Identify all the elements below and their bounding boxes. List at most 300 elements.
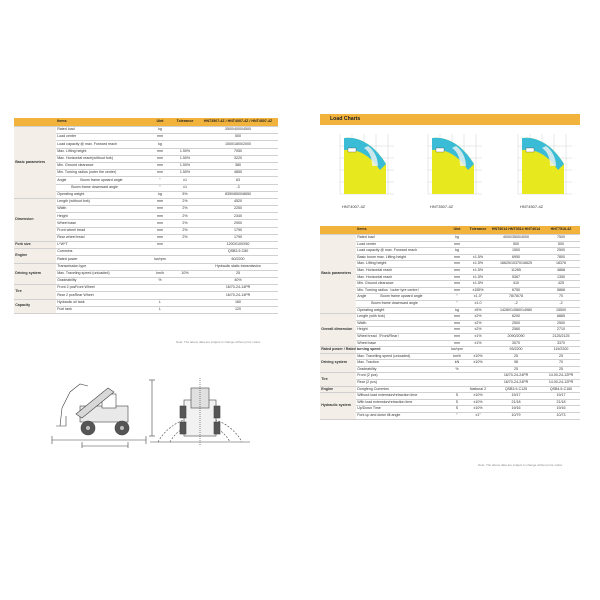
tolerance-cell bbox=[172, 263, 198, 270]
unit-cell: kw/rpm bbox=[448, 347, 466, 354]
value-cell: 3070 bbox=[490, 340, 542, 347]
value-cell: 40% bbox=[198, 277, 278, 284]
load-chart-3-label: HNT4507-4Z bbox=[520, 204, 544, 209]
table-row bbox=[320, 340, 580, 347]
value-cell: -2 bbox=[542, 300, 580, 307]
value-cell: 8350/8500/8650 bbox=[198, 191, 278, 198]
table-row bbox=[320, 347, 580, 354]
header-blank bbox=[320, 226, 356, 235]
right-page bbox=[306, 108, 594, 500]
table-row bbox=[320, 366, 580, 373]
item-sub-label: Boom frame downward angle bbox=[71, 184, 118, 189]
value-cell: 14.00-24-12PR bbox=[542, 380, 580, 387]
unit-cell: kg bbox=[448, 248, 466, 255]
item-label: Fork up and down tilt angle bbox=[356, 413, 448, 420]
unit-cell: mm bbox=[148, 227, 172, 234]
section-label: Engine bbox=[14, 249, 56, 263]
unit-cell bbox=[148, 292, 172, 299]
value-cell: 14.00-24-12PR bbox=[542, 373, 580, 380]
header-tolerance: Tolerance bbox=[466, 226, 490, 235]
table-row bbox=[320, 241, 580, 248]
unit-cell: mm bbox=[148, 213, 172, 220]
value-cell: 2250 bbox=[198, 206, 278, 213]
item-group-label: Angle bbox=[357, 294, 367, 299]
unit-cell bbox=[448, 373, 466, 380]
value-cell: 2500 bbox=[542, 248, 580, 255]
item-label bbox=[356, 300, 448, 307]
tolerance-cell: ±1° bbox=[466, 413, 490, 420]
item-label: Fuel tank bbox=[56, 306, 148, 313]
value-cell: 3220 bbox=[198, 155, 278, 162]
tolerance-cell: ±1 bbox=[172, 177, 198, 184]
value-cell: QSB4.5-C160 bbox=[542, 386, 580, 393]
value-cell: 2090/2090 bbox=[490, 333, 542, 340]
table-row bbox=[14, 198, 278, 205]
unit-cell: ° bbox=[148, 184, 172, 191]
table-row bbox=[14, 249, 278, 256]
section-label: Tire bbox=[320, 373, 356, 386]
tolerance-cell: 1.50% bbox=[172, 162, 198, 169]
table-row bbox=[320, 248, 580, 255]
item-label: Width bbox=[356, 320, 448, 327]
unit-cell: kg bbox=[148, 191, 172, 198]
table-row bbox=[320, 327, 580, 334]
item-label: Max. Traveling speed (unloaded) bbox=[56, 270, 148, 277]
table-row bbox=[320, 413, 580, 420]
tolerance-cell: ±10% bbox=[466, 399, 490, 406]
table-row bbox=[320, 393, 580, 400]
item-label: Wheel tread（Front/Rear） bbox=[356, 333, 448, 340]
item-label: Max. Lifting height bbox=[56, 148, 148, 155]
table-row bbox=[320, 320, 580, 327]
value-cell: 70 bbox=[542, 294, 580, 301]
unit-cell: mm bbox=[148, 155, 172, 162]
tolerance-cell bbox=[172, 242, 198, 249]
tolerance-cell bbox=[466, 235, 490, 242]
unit-cell: L bbox=[148, 306, 172, 313]
telehandler-turning-drawing bbox=[144, 370, 256, 450]
unit-cell: mm bbox=[148, 134, 172, 141]
value-cell: 16625/10370/16625 bbox=[490, 261, 542, 268]
value-cell: 2340 bbox=[198, 213, 278, 220]
table-row bbox=[320, 235, 580, 242]
item-label: Rated load bbox=[356, 235, 448, 242]
item-label: Rear wheel tread bbox=[56, 234, 148, 241]
value-cell: 16/70-24-24PR bbox=[490, 373, 542, 380]
unit-cell bbox=[448, 380, 466, 387]
value-cell: 78/78/78 bbox=[490, 294, 542, 301]
unit-cell bbox=[148, 263, 172, 270]
value-cell: 11265 bbox=[490, 267, 542, 274]
table-row bbox=[14, 299, 278, 306]
table-row bbox=[320, 300, 580, 307]
value-cell: 2125/2125 bbox=[542, 333, 580, 340]
table-row bbox=[14, 242, 278, 249]
item-label: Length (with fork) bbox=[356, 314, 448, 321]
tolerance-cell: 1.50% bbox=[172, 148, 198, 155]
section-label: Engine bbox=[320, 386, 356, 393]
value-cell: 25 bbox=[542, 353, 580, 360]
item-label: Rated load bbox=[56, 127, 148, 134]
value-cell: 2710 bbox=[542, 327, 580, 334]
value-cell: 70 bbox=[542, 360, 580, 367]
right-note: Note: The above data are subject to change without prior notice bbox=[478, 463, 563, 467]
value-cell: 4868 bbox=[542, 267, 580, 274]
table-row bbox=[320, 287, 580, 294]
tolerance-cell: 2% bbox=[172, 198, 198, 205]
value-cell: 6885 bbox=[542, 314, 580, 321]
section-label: Hydraulic system bbox=[320, 393, 356, 419]
item-label: Load capacity @ max. Forward reach bbox=[356, 248, 448, 255]
load-chart-1 bbox=[334, 130, 398, 200]
tolerance-cell bbox=[466, 373, 490, 380]
unit-cell: % bbox=[148, 277, 172, 284]
unit-cell: kg bbox=[448, 235, 466, 242]
table-row bbox=[320, 294, 580, 301]
section-label: Tire bbox=[14, 285, 56, 299]
value-cell: 16/70-24-14PR bbox=[198, 285, 278, 292]
unit-cell: mm bbox=[148, 242, 172, 249]
item-label: Min. Ground clearance bbox=[56, 162, 148, 169]
table-row bbox=[320, 386, 580, 393]
tolerance-cell bbox=[172, 277, 198, 284]
value-cell: QSB3.9-C125 bbox=[490, 386, 542, 393]
item-label: Front 2 pcsFront Wheel bbox=[56, 285, 148, 292]
value-cell: 1500/1800/2000 bbox=[198, 141, 278, 148]
table-row bbox=[320, 314, 580, 321]
tolerance-cell: ±1% bbox=[466, 340, 490, 347]
value-cell: 10/79 bbox=[490, 413, 542, 420]
tolerance-cell: ±10% bbox=[466, 360, 490, 367]
item-label: Width bbox=[56, 206, 148, 213]
tolerance-cell: ±1.5% bbox=[466, 254, 490, 261]
header-model-b: HNT7518-4Z bbox=[542, 226, 580, 235]
value-cell: 25 bbox=[490, 366, 542, 373]
value-cell: 93/2200 bbox=[490, 347, 542, 354]
item-label: Max. Lifting height bbox=[356, 261, 448, 268]
table-row bbox=[320, 261, 580, 268]
item-label bbox=[56, 184, 148, 191]
table-row bbox=[320, 373, 580, 380]
value-cell: 18376 bbox=[542, 261, 580, 268]
tolerance-cell: ±1% bbox=[466, 333, 490, 340]
unit-cell: mm bbox=[448, 287, 466, 294]
unit-cell: km/h bbox=[448, 353, 466, 360]
unit-cell: mm bbox=[148, 220, 172, 227]
section-label: Basic parameters bbox=[320, 235, 356, 314]
unit-cell: mm bbox=[448, 320, 466, 327]
value-cell: QSB3.9-C80 bbox=[198, 249, 278, 256]
value-cell: 2500 bbox=[490, 320, 542, 327]
item-label: Front (2 pcs) bbox=[356, 373, 448, 380]
table-row bbox=[320, 353, 580, 360]
value-cell: 6750 bbox=[490, 287, 542, 294]
tolerance-cell: ±1.0° bbox=[466, 294, 490, 301]
value-cell: 3370 bbox=[542, 340, 580, 347]
tolerance-cell bbox=[466, 366, 490, 373]
item-label: Front wheel tread bbox=[56, 227, 148, 234]
unit-cell: mm bbox=[148, 162, 172, 169]
table-row bbox=[14, 263, 278, 270]
unit-cell: S bbox=[448, 393, 466, 400]
value-cell: 380 bbox=[198, 162, 278, 169]
unit-cell: mm bbox=[148, 170, 172, 177]
tolerance-cell: 2% bbox=[172, 220, 198, 227]
tolerance-cell: ±1.5% bbox=[466, 261, 490, 268]
header-items: Items bbox=[56, 118, 148, 127]
table-row bbox=[320, 267, 580, 274]
item-label: Basic boom max. Lifting height bbox=[356, 254, 448, 261]
tolerance-cell bbox=[172, 299, 198, 306]
tolerance-cell: ±1.5% bbox=[466, 281, 490, 288]
value-cell: 25 bbox=[542, 366, 580, 373]
unit-cell: mm bbox=[448, 327, 466, 334]
unit-cell: ° bbox=[148, 177, 172, 184]
tolerance-cell: ±10% bbox=[466, 406, 490, 413]
item-label: Up/Down Time bbox=[356, 406, 448, 413]
item-label: Min. Turning radius（outer tyre centre） bbox=[356, 287, 448, 294]
value-cell: -2 bbox=[490, 300, 542, 307]
table-row bbox=[320, 274, 580, 281]
value-cell: -3 bbox=[198, 184, 278, 191]
load-chart-1-label: HNT4007-4Z bbox=[342, 204, 366, 209]
telehandler-side-drawing bbox=[46, 370, 158, 450]
section-label: Basic parameters bbox=[14, 127, 56, 199]
unit-cell: mm bbox=[448, 261, 466, 268]
item-label: Length (without fork) bbox=[56, 198, 148, 205]
value-cell: 15500 bbox=[542, 307, 580, 314]
item-label: Transmission type bbox=[56, 263, 148, 270]
table-row bbox=[320, 399, 580, 406]
section-label: Driving system bbox=[320, 353, 356, 373]
value-cell: 25 bbox=[198, 270, 278, 277]
unit-cell: ° bbox=[448, 300, 466, 307]
load-chart-2-label: HNT3507-4Z bbox=[430, 204, 454, 209]
table-row bbox=[320, 307, 580, 314]
section-label: Overall dimension bbox=[320, 314, 356, 347]
section-label: Capacity bbox=[14, 299, 56, 313]
unit-cell bbox=[148, 285, 172, 292]
item-sub-label: Boom frame upward angle bbox=[80, 177, 123, 182]
item-label: Max. Horizontal reach bbox=[356, 274, 448, 281]
value-cell: 120 bbox=[198, 306, 278, 313]
item-label: Min. Ground clearance bbox=[356, 281, 448, 288]
tolerance-cell: ±155% bbox=[466, 287, 490, 294]
value-cell: 19/17 bbox=[490, 393, 542, 400]
tolerance-cell bbox=[172, 127, 198, 134]
value-cell: 19/17 bbox=[542, 393, 580, 400]
value-cell: 160 bbox=[198, 299, 278, 306]
tolerance-cell bbox=[466, 347, 490, 354]
unit-cell: kw/rpm bbox=[148, 256, 172, 263]
item-label: Min. Turning radius (outer tire center) bbox=[56, 170, 148, 177]
value-cell: 1790 bbox=[198, 227, 278, 234]
tolerance-cell: 2% bbox=[172, 234, 198, 241]
table-row bbox=[320, 254, 580, 261]
unit-cell: % bbox=[448, 366, 466, 373]
value-cell: 410 bbox=[490, 281, 542, 288]
unit-cell: S bbox=[448, 399, 466, 406]
value-cell: 500 bbox=[198, 134, 278, 141]
tolerance-cell: ±10% bbox=[466, 393, 490, 400]
item-label: Load capacity @ max. Forward reach bbox=[56, 141, 148, 148]
value-cell: 21/18 bbox=[490, 399, 542, 406]
table-row bbox=[320, 380, 580, 387]
value-cell: 500 bbox=[542, 241, 580, 248]
unit-cell: mm bbox=[448, 314, 466, 321]
item-group-label: Angle bbox=[57, 177, 67, 182]
unit-cell: kg bbox=[148, 127, 172, 134]
value-cell: 6950 bbox=[490, 254, 542, 261]
item-label: Load center bbox=[356, 241, 448, 248]
tolerance-cell: National 2 bbox=[466, 386, 490, 393]
value-cell: 4000/3500/4000 bbox=[490, 235, 542, 242]
value-cell: 7500 bbox=[542, 235, 580, 242]
item-label: Gradeability bbox=[56, 277, 148, 284]
table-row bbox=[320, 281, 580, 288]
value-cell: 25 bbox=[490, 353, 542, 360]
item-label: Rear 2 pcsRear Wheel bbox=[56, 292, 148, 299]
value-cell: 16/70-24-24PR bbox=[490, 380, 542, 387]
tolerance-cell bbox=[172, 285, 198, 292]
item-label: Wheel base bbox=[56, 220, 148, 227]
item-label: Load center bbox=[56, 134, 148, 141]
item-label: Gradeability bbox=[356, 366, 448, 373]
unit-cell: mm bbox=[448, 333, 466, 340]
tolerance-cell: 1.50% bbox=[172, 170, 198, 177]
header-unit: Uint bbox=[148, 118, 172, 127]
section-label: Rated power / Rated turning speed bbox=[320, 347, 356, 354]
value-cell: 1500 bbox=[490, 248, 542, 255]
value-cell: 7050 bbox=[198, 148, 278, 155]
value-cell: 98 bbox=[490, 360, 542, 367]
item-sub-label: Boom frame downward angle bbox=[371, 300, 418, 305]
value-cell: 21/18 bbox=[542, 399, 580, 406]
left-note: Note: The above data are subject to change without prior notice bbox=[176, 340, 261, 344]
item-label: Cummins bbox=[56, 249, 148, 256]
unit-cell: mm bbox=[448, 340, 466, 347]
value-cell: 2900 bbox=[198, 220, 278, 227]
value-cell: 1200X100X50 bbox=[198, 242, 278, 249]
tolerance-cell: ±1.5% bbox=[466, 274, 490, 281]
table-row bbox=[14, 285, 278, 292]
unit-cell bbox=[448, 386, 466, 393]
table-row bbox=[320, 333, 580, 340]
value-cell: 1350 bbox=[542, 274, 580, 281]
unit-cell: mm bbox=[448, 274, 466, 281]
tolerance-cell bbox=[466, 241, 490, 248]
tolerance-cell bbox=[172, 256, 198, 263]
unit-cell: kg bbox=[148, 141, 172, 148]
item-sub-label: Boom frame upward angle bbox=[380, 294, 423, 299]
header-tolerance: Tolerance bbox=[172, 118, 198, 127]
tolerance-cell: ±2% bbox=[466, 327, 490, 334]
tolerance-cell bbox=[466, 248, 490, 255]
tolerance-cell: ±1.0 bbox=[466, 300, 490, 307]
tolerance-cell: ±1.5% bbox=[466, 267, 490, 274]
tolerance-cell bbox=[172, 134, 198, 141]
value-cell: 119/2200 bbox=[542, 347, 580, 354]
tolerance-cell: ±1 bbox=[172, 184, 198, 191]
header-model-a: HNT4014 HNT3514 HNT4014 bbox=[490, 226, 542, 235]
value-cell: 425 bbox=[542, 281, 580, 288]
tolerance-cell: 1.50% bbox=[172, 155, 198, 162]
load-chart-3 bbox=[512, 130, 576, 200]
item-label: Operating weight bbox=[356, 307, 448, 314]
unit-cell: mm bbox=[448, 267, 466, 274]
unit-cell: ° bbox=[448, 294, 466, 301]
table-row bbox=[14, 127, 278, 134]
item-label: Max. Travelling speed (unloaded) bbox=[356, 353, 448, 360]
value-cell: 16/70-24-14PR bbox=[198, 292, 278, 299]
unit-cell: mm bbox=[148, 206, 172, 213]
value-cell: 2500 bbox=[542, 320, 580, 327]
table-row bbox=[320, 406, 580, 413]
value-cell: 3500/4000/4500 bbox=[198, 127, 278, 134]
value-cell: 500 bbox=[490, 241, 542, 248]
tolerance-cell bbox=[172, 249, 198, 256]
unit-cell: km/h bbox=[148, 270, 172, 277]
value-cell: 14280/14560/14980 bbox=[490, 307, 542, 314]
tolerance-cell bbox=[172, 306, 198, 313]
tolerance-cell: 2% bbox=[172, 227, 198, 234]
item-label: Max. Horizontal reach(without fork) bbox=[56, 155, 148, 162]
tolerance-cell: 2% bbox=[172, 206, 198, 213]
unit-cell: kN bbox=[448, 360, 466, 367]
item-label: Dongfeng Cummins bbox=[356, 386, 448, 393]
value-cell: 1790 bbox=[198, 234, 278, 241]
tolerance-cell: 5% bbox=[172, 191, 198, 198]
unit-cell: mm bbox=[148, 234, 172, 241]
unit-cell: S bbox=[448, 406, 466, 413]
item-label: Rated power bbox=[56, 256, 148, 263]
header-model: HNT3507-4Z / HNT4007-4Z / HNT4507-4Z bbox=[198, 118, 278, 127]
value-cell: 19/16 bbox=[490, 406, 542, 413]
section-label: Driving system bbox=[14, 263, 56, 285]
value-cell: 19/16 bbox=[542, 406, 580, 413]
value-cell: 4850 bbox=[198, 170, 278, 177]
value-cell: 5868 bbox=[542, 287, 580, 294]
value-cell: 10/73 bbox=[542, 413, 580, 420]
header-items: Items bbox=[356, 226, 448, 235]
right-spec-table bbox=[320, 226, 580, 420]
item-label: With load extension/retraction time bbox=[356, 399, 448, 406]
item-label: Hydraulic oil tank bbox=[56, 299, 148, 306]
left-spec-table bbox=[14, 118, 278, 314]
item-label: Max. Horizontal reach bbox=[356, 267, 448, 274]
value-cell: 5367 bbox=[490, 274, 542, 281]
item-label: Height bbox=[356, 327, 448, 334]
header-blank bbox=[14, 118, 56, 127]
tolerance-cell bbox=[172, 141, 198, 148]
item-label: L*W*T bbox=[56, 242, 148, 249]
tolerance-cell: 10% bbox=[172, 270, 198, 277]
value-cell: 7800 bbox=[542, 254, 580, 261]
unit-cell: mm bbox=[148, 148, 172, 155]
tolerance-cell bbox=[172, 292, 198, 299]
section-label: Dimension bbox=[14, 198, 56, 241]
value-cell: 2560 bbox=[490, 327, 542, 334]
value-cell: Hydraulic static transmission bbox=[198, 263, 278, 270]
tolerance-cell bbox=[466, 380, 490, 387]
tolerance-cell: ±10% bbox=[466, 353, 490, 360]
load-charts-banner bbox=[320, 114, 580, 125]
value-cell: 63 bbox=[198, 177, 278, 184]
item-label: Rear (2 pcs) bbox=[356, 380, 448, 387]
section-label: Fork size bbox=[14, 242, 56, 249]
value-cell: 6200 bbox=[490, 314, 542, 321]
item-label bbox=[56, 177, 148, 184]
